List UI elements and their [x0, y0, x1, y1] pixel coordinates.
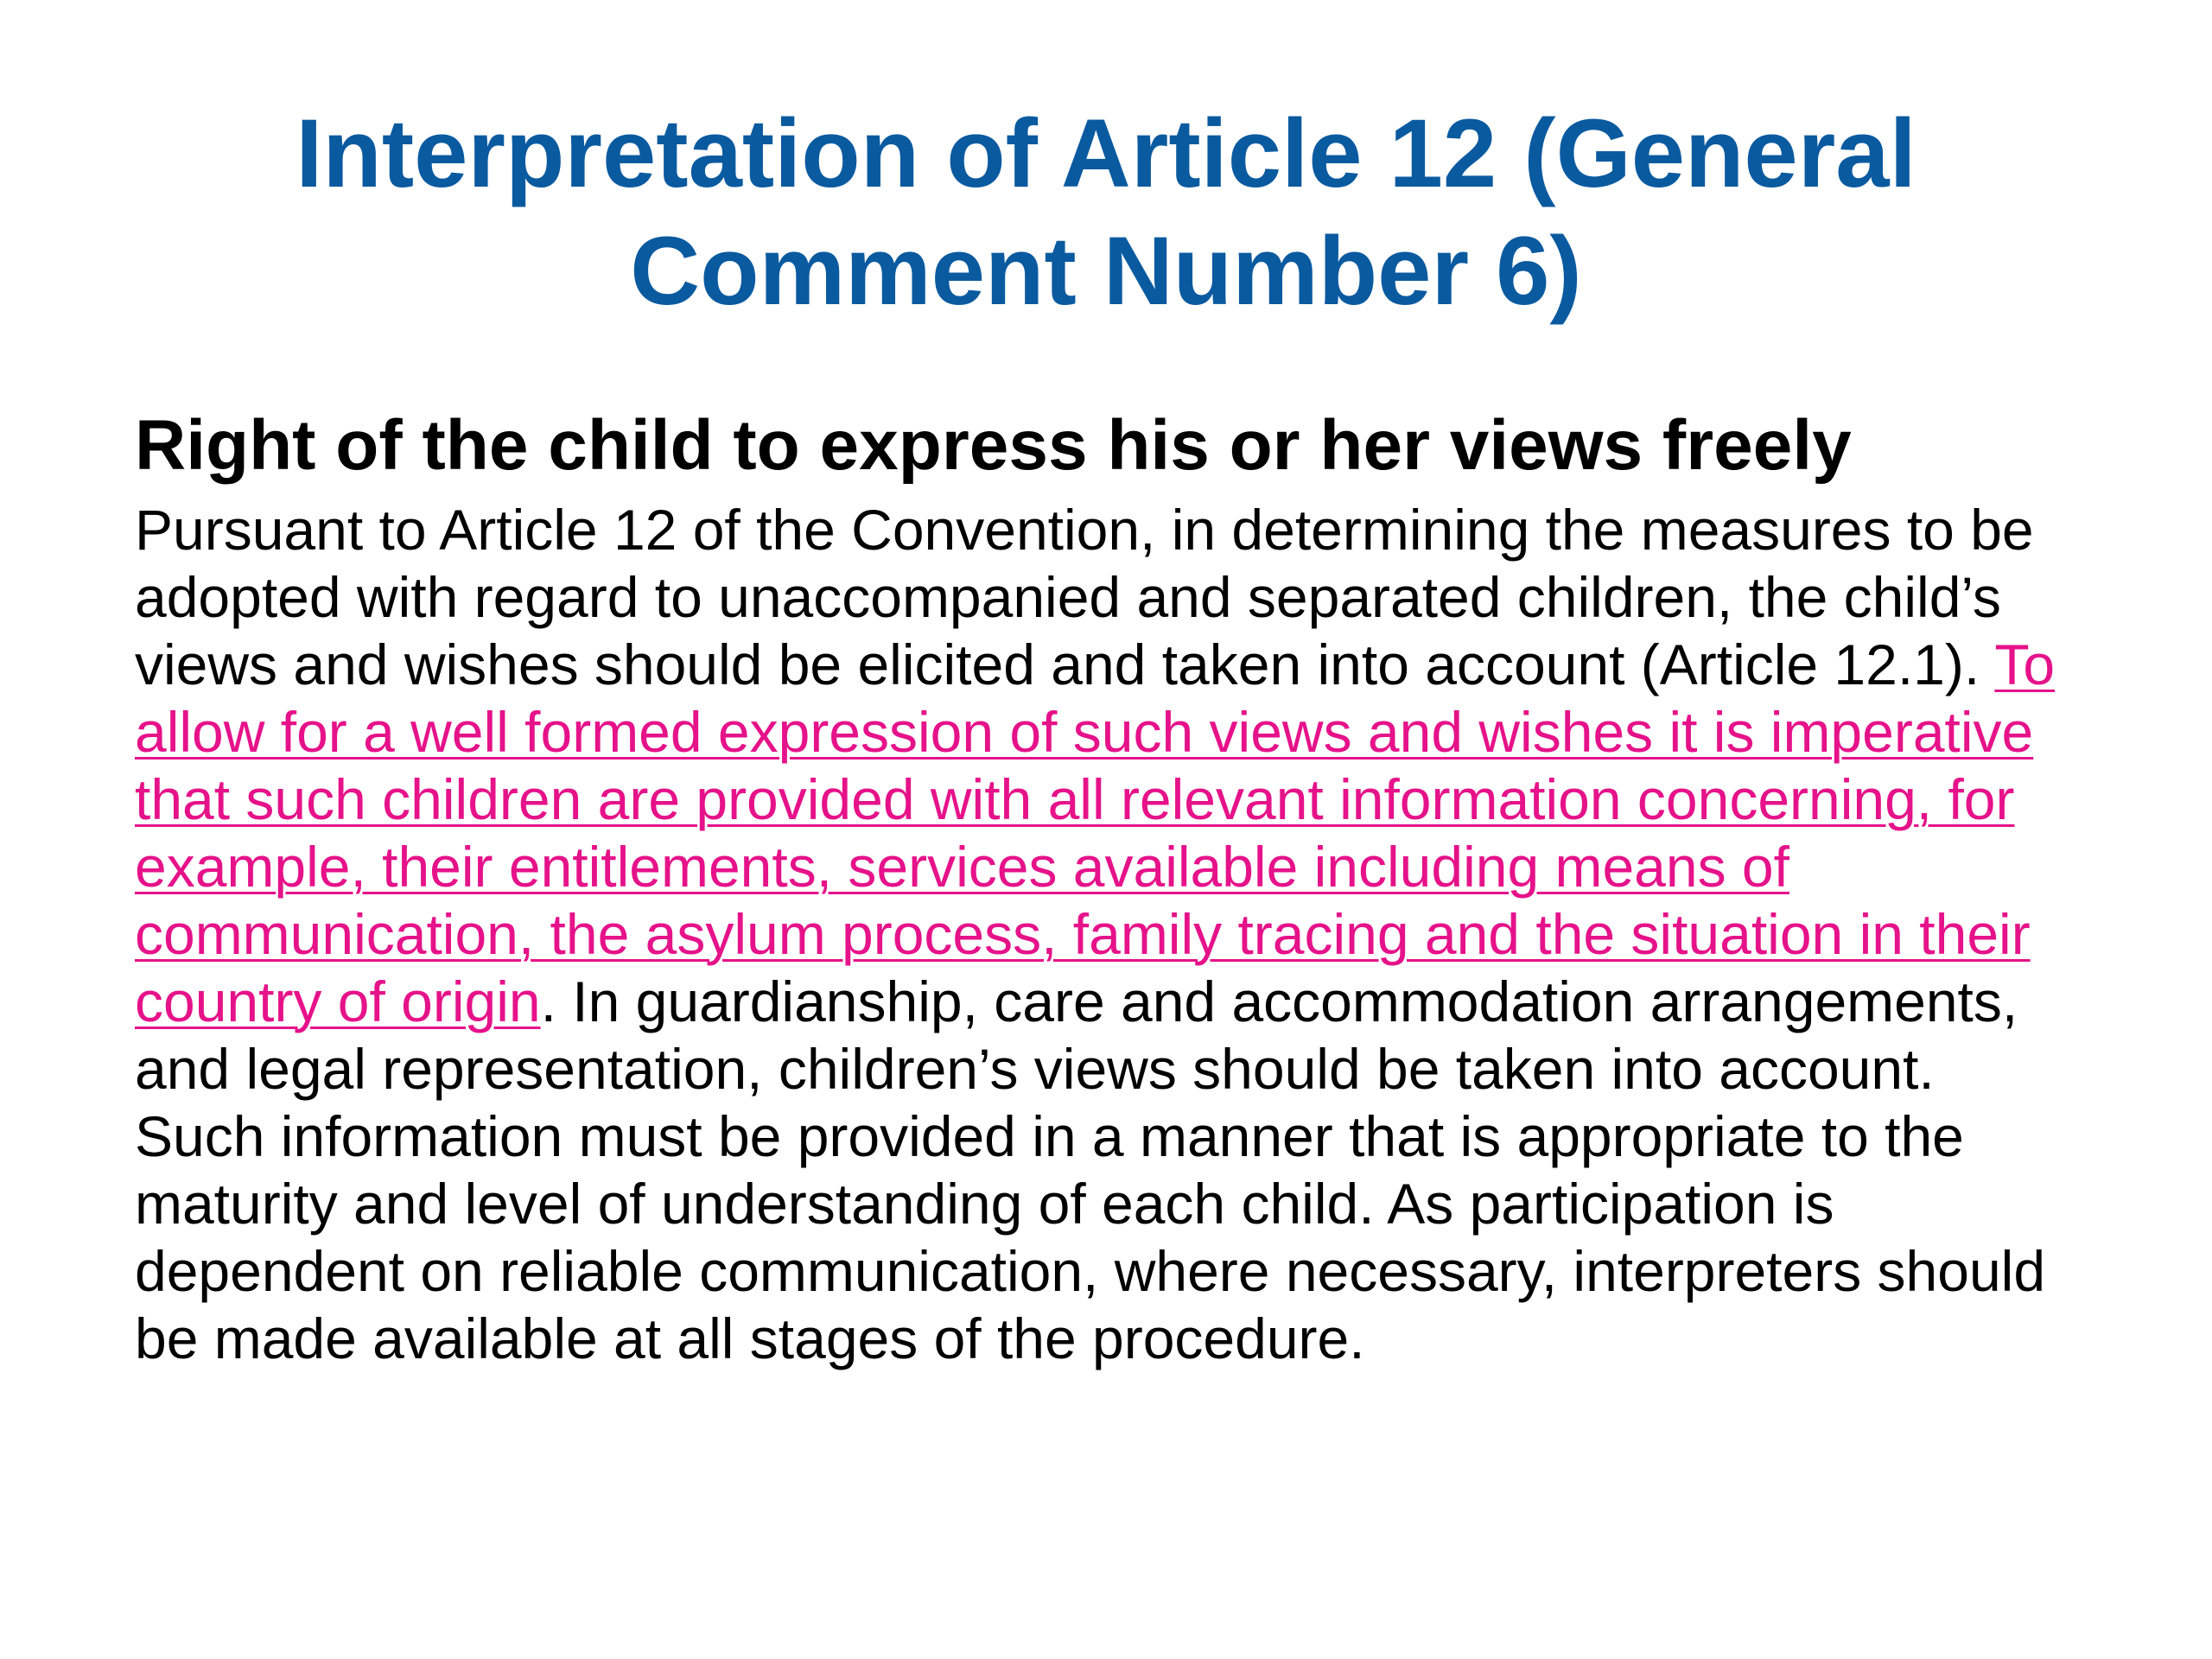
- title-line-2: Comment Number 6): [630, 217, 1582, 325]
- body-paragraph: [135, 496, 2079, 1372]
- body-intro-text: Pursuant to Article 12 of the Convention, in determining the measures to be adopted with regard to unaccompanied and separated children, the child’s views and wishes should be elicited and taken into account (Article 12.1).: [135, 498, 2034, 696]
- slide-title: [138, 95, 2074, 330]
- title-line-1: Interpretation of Article 12 (General: [296, 99, 1916, 207]
- body-outro-text: . In guardianship, care and accommodation arrangements, and legal representation, children’s views should be taken into account. Such information must be provided in a manner that is appropriate to the maturity and level of understanding of each child. As participation is dependent on reliable communication, where necessary, interpreters should be made available at all stages of the procedure.: [135, 969, 2046, 1370]
- subheading: Right of the child to express his or her views freely: [135, 406, 1852, 485]
- slide-content: [135, 396, 2079, 1372]
- highlighted-text: To allow for a well formed expression of such views and wishes it is imperative that such children are provided with all relevant information concerning, for example, their entitlements, services available including means of communication, the asylum process, family tracing and the situation in their country of origin: [135, 632, 2056, 1033]
